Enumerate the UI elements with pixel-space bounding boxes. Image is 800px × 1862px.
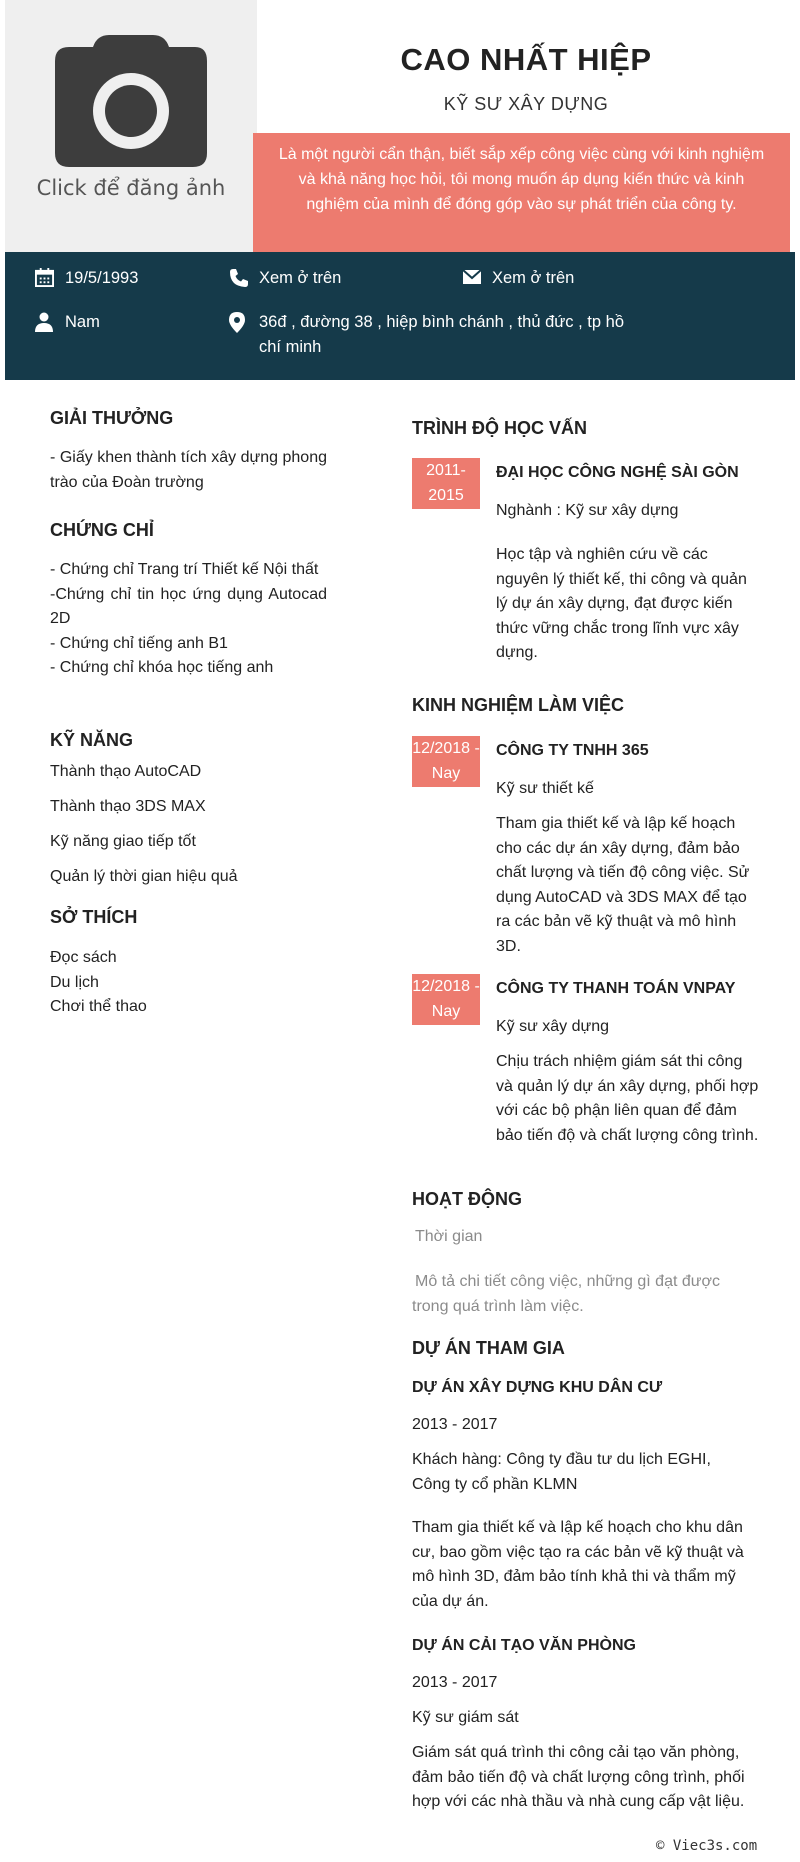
photo-caption: Click để đăng ảnh [36, 176, 226, 200]
project-desc: Tham gia thiết kế và lập kế hoạch cho khu dân cư, bao gồm việc tạo ra các bản vẽ kỹ thuật và mô hình 3D, đảm bảo tính khả thi và thẩm mỹ của dự án. [412, 1519, 744, 1610]
certificates-title: CHỨNG CHỈ [50, 520, 154, 540]
skills-title: KỸ NĂNG [50, 730, 134, 750]
experience-date: 12/2018 - Nay [412, 974, 480, 1025]
experience-title: KINH NGHIỆM LÀM VIỆC [412, 695, 625, 715]
hobbies-title: SỞ THÍCH [50, 907, 138, 927]
education-date: 2011-2015 [412, 458, 480, 509]
project-name: DỰ ÁN CẢI TẠO VĂN PHÒNG [412, 1637, 636, 1654]
experience-company: CÔNG TY THANH TOÁN VNPAY [496, 980, 736, 997]
activity-desc-placeholder[interactable]: Mô tả chi tiết công việc, những gì đạt được trong quá trình làm việc. [412, 1273, 720, 1315]
location-pin-icon [229, 312, 245, 333]
experience-company: CÔNG TY TNHH 365 [496, 742, 649, 759]
skill-item: Quản lý thời gian hiệu quả [50, 868, 238, 885]
email-value: Xem ở trên [492, 269, 575, 287]
projects-title: DỰ ÁN THAM GIA [412, 1338, 565, 1358]
birthday-value: 19/5/1993 [65, 269, 139, 287]
contact-bar [5, 252, 795, 380]
activities-title: HOẠT ĐỘNG [412, 1189, 522, 1209]
certificate-item: - Chứng chỉ tiếng anh B1 [50, 634, 228, 652]
career-summary: Là một người cẩn thận, biết sắp xếp công việc cùng với kinh nghiệm và khả năng học hỏi, tôi mong muốn áp dụng kiến thức và kinh nghiệm của mình để đóng góp vào sự phát triển của công ty. [253, 133, 790, 252]
camera-icon [55, 35, 207, 167]
awards-text: - Giấy khen thành tích xây dựng phong trào của Đoàn trường [50, 449, 327, 491]
experience-desc: Chịu trách nhiệm giám sát thi công và quản lý dự án xây dựng, phối hợp với các bộ phận liên quan để đảm bảo tiến độ và chất lượng công trình. [496, 1053, 759, 1144]
address-value: 36đ , đường 38 , hiệp bình chánh , thủ đức , tp hồ chí minh [259, 313, 624, 356]
skill-item: Kỹ năng giao tiếp tốt [50, 833, 196, 850]
awards-title: GIẢI THƯỞNG [50, 408, 174, 428]
activity-time-placeholder[interactable]: Thời gian [415, 1228, 483, 1245]
skill-item: Thành thạo AutoCAD [50, 763, 202, 780]
education-major: Nghành : Kỹ sư xây dựng [496, 502, 679, 519]
education-title: TRÌNH ĐỘ HỌC VẤN [412, 418, 587, 438]
project-period: 2013 - 2017 [412, 1674, 498, 1691]
education-school: ĐẠI HỌC CÔNG NGHỆ SÀI GÒN [496, 464, 739, 481]
candidate-name: CAO NHẤT HIỆP [400, 42, 652, 77]
certificate-item: - Chứng chỉ Trang trí Thiết kế Nội thất [50, 561, 319, 578]
certificate-item: -Chứng chỉ tin học ứng dụng Autocad 2D [50, 585, 327, 627]
experience-date: 12/2018 - Nay [412, 736, 480, 787]
hobbies-list [50, 946, 147, 1020]
gender-value: Nam [65, 313, 100, 331]
certificates-list [50, 558, 327, 681]
project-client: Kỹ sư giám sát [412, 1709, 519, 1726]
skill-item: Thành thạo 3DS MAX [50, 798, 206, 815]
education-desc: Học tập và nghiên cứu về các nguyên lý thiết kế, thi công và quản lý dự án xây dựng, đạt được kiến thức vững chắc trong lĩnh vực xây dựng. [496, 546, 747, 661]
job-title: KỸ SƯ XÂY DỰNG [443, 94, 609, 114]
footer-copyright: © Viec3s.com [656, 1838, 758, 1854]
certificate-item: - Chứng chỉ khóa học tiếng anh [50, 659, 274, 676]
envelope-icon [462, 268, 482, 286]
person-icon [35, 312, 53, 332]
phone-icon [229, 268, 249, 288]
experience-desc: Tham gia thiết kế và lập kế hoạch cho các dự án xây dựng, đảm bảo chất lượng và tiến độ công việc. Sử dụng AutoCAD và 3DS MAX để tạo ra các bản vẽ kỹ thuật và mô hình 3D. [496, 815, 750, 955]
experience-role: Kỹ sư thiết kế [496, 780, 594, 797]
hobby-item: Đọc sách [50, 949, 117, 966]
project-period: 2013 - 2017 [412, 1416, 498, 1433]
project-name: DỰ ÁN XÂY DỰNG KHU DÂN CƯ [412, 1379, 663, 1396]
experience-role: Kỹ sư xây dựng [496, 1018, 610, 1035]
hobby-item: Chơi thể thao [50, 998, 147, 1015]
project-client: Khách hàng: Công ty đầu tư du lịch EGHI, Công ty cổ phần KLMN [412, 1451, 711, 1493]
phone-value: Xem ở trên [259, 269, 342, 287]
calendar-icon [35, 268, 54, 287]
project-desc: Giám sát quá trình thi công cải tạo văn phòng, đảm bảo tiến độ và chất lượng công trình, phối hợp với các nhà thầu và nhà cung cấp vật liệu. [412, 1744, 745, 1810]
photo-upload[interactable] [5, 0, 257, 252]
hobby-item: Du lịch [50, 973, 99, 991]
